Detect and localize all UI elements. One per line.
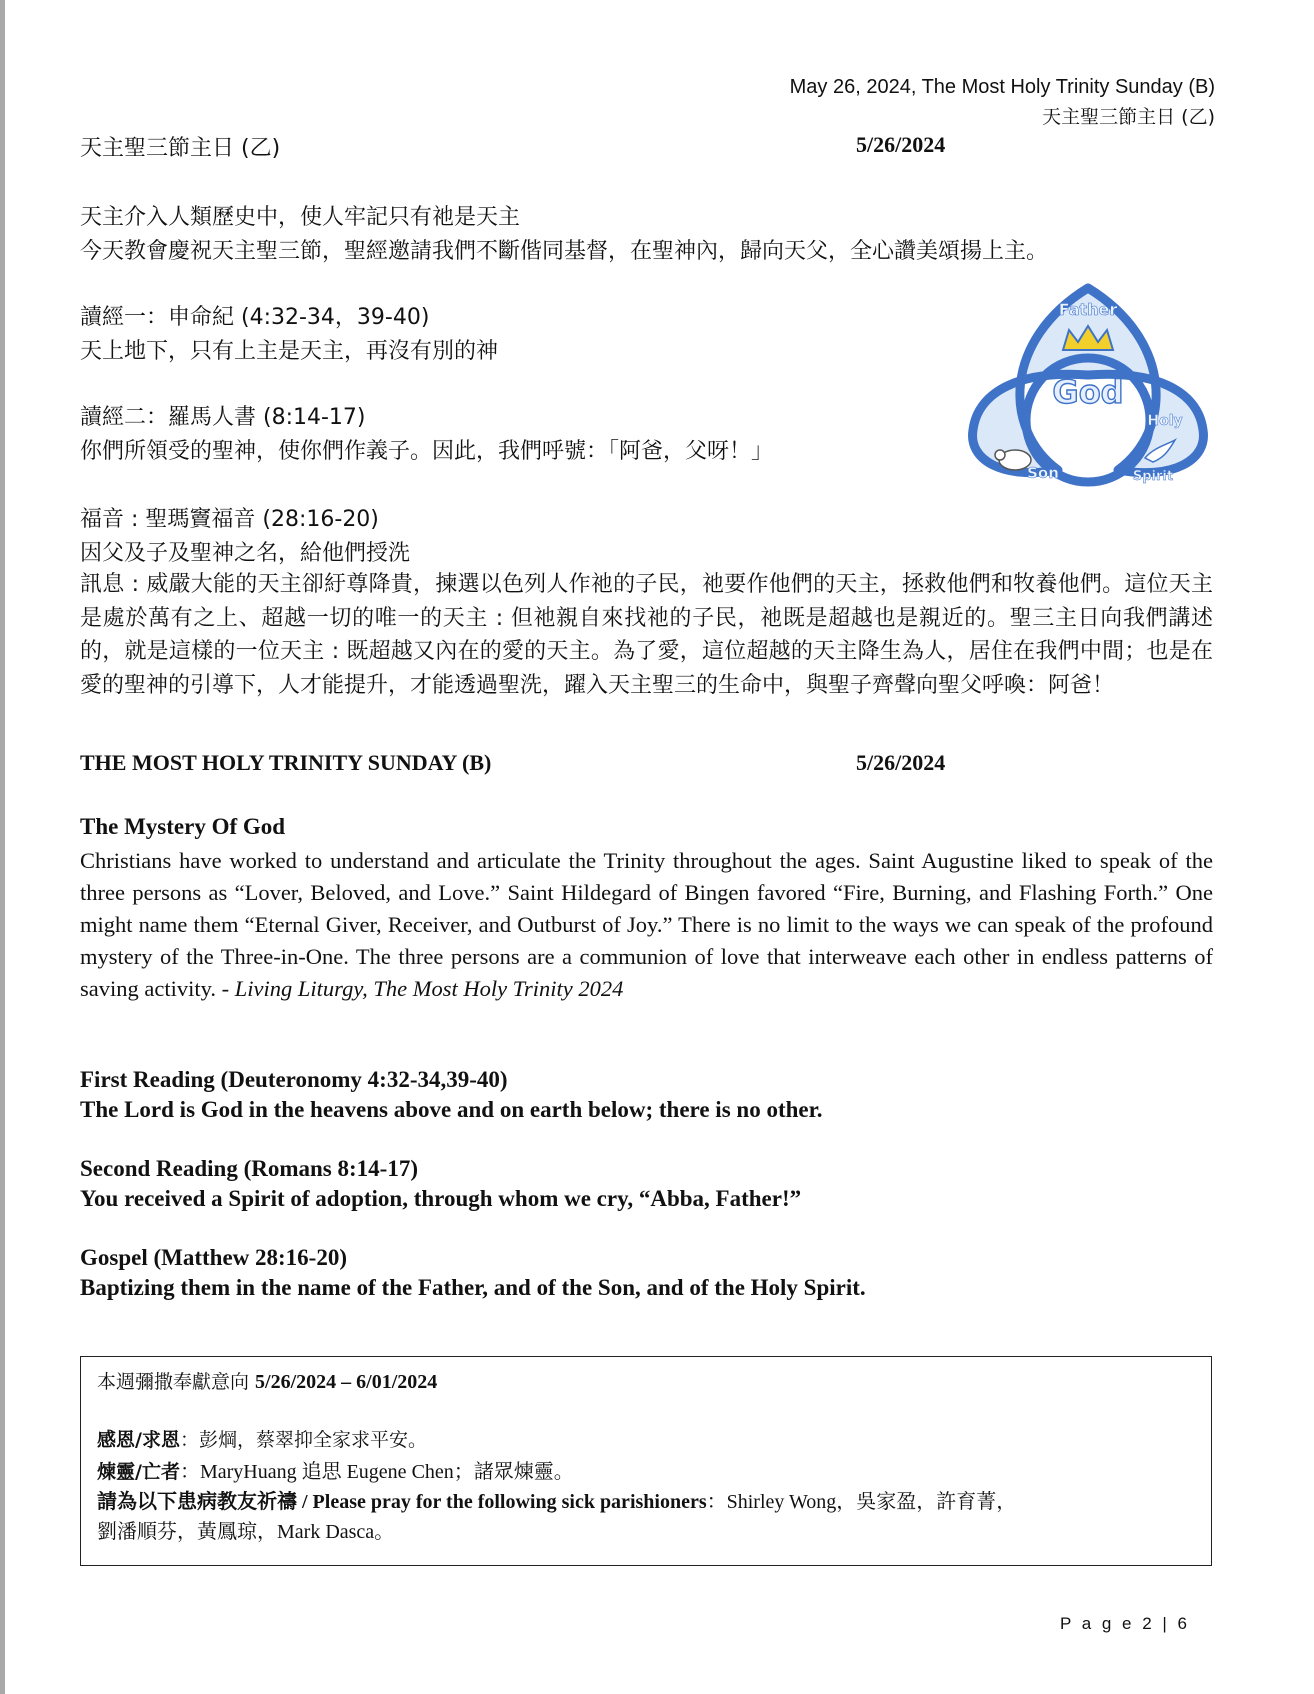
zh-message: 訊息 : 威嚴大能的天主卻紆尊降貴，揀選以色列人作祂的子民，祂要作他們的天主，拯救他們和牧養他們。這位天主是處於萬有之上、超越一切的唯一的天主 : 但祂親自來找祂的子民，祂既是超越也是親近的。聖三主日向我們講述的，就是這樣的一位天主 : 既超越又內在的愛的天主。為了愛，這位超越的天主降生為人，居住在我們中間；也是在愛的聖神的引導下，人才能提升，才能透過聖洗，躍入天主聖三的生命中，與聖子齊聲向聖父呼喚：阿爸！ [80, 572, 1213, 698]
en-mystery-text: Christians have worked to understand and articulate the Trinity throughout the ages. Saint Augustine liked to speak of the three persons as “Lover, Beloved, and Love.” Saint Hildegard of Bingen favored “Fire, Burning, and Flashing Forth.” One might name them “Eternal Giver, Receiver, and Outburst of Joy.” There is no limit to the ways we can speak of the profound mystery of the Three-in-One. The three persons are a communion of love that interweave each other in endless patterns of saving activity. - [80, 848, 1213, 1001]
en-gospel-ref: Gospel (Matthew 28:16-20) [80, 1245, 348, 1270]
en-date: 5/26/2024 [856, 750, 946, 775]
sick-label: 請為以下患病教友祈禱 / Please pray for the following sick parishioners [97, 1491, 707, 1513]
sick-text: ：Shirley Wong，吳家盈，許育菁， [706, 1491, 1017, 1513]
en-reading1-ref: First Reading (Deuteronomy 4:32-34,39-40) [80, 1067, 508, 1092]
en-mystery-source: Living Liturgy, The Most Holy Trinity 2024 [234, 976, 624, 1001]
souls-label: 煉靈/亡者 [97, 1461, 180, 1483]
logo-father-label: Father [1058, 300, 1118, 319]
mass-box-title-zh: 本週彌撒奉獻意向 [97, 1371, 256, 1393]
zh-gospel-ref: 福音 : 聖瑪竇福音 (28:16-20) [80, 507, 379, 532]
souls-text: ：MaryHuang 追思 Eugene Chen；諸眾煉靈。 [179, 1461, 574, 1483]
en-reading2-text: You received a Spirit of adoption, through whom we cry, “Abba, Father!” [80, 1186, 802, 1211]
logo-holy-label: Holy [1147, 413, 1183, 429]
en-gospel-text: Baptizing them in the name of the Father, and of the Son, and of the Holy Spirit. [80, 1275, 866, 1300]
logo-god-label: God [1052, 373, 1124, 411]
zh-reading1-ref: 讀經一：申命紀 (4:32-34，39-40) [80, 305, 430, 330]
page-number: P a g e 2 | 6 [1059, 1614, 1190, 1633]
zh-date: 5/26/2024 [856, 132, 946, 157]
zh-reading2-ref: 讀經二：羅馬人書 (8:14-17) [80, 405, 366, 430]
header-line-1: May 26, 2024, The Most Holy Trinity Sunday (B) [789, 76, 1215, 98]
en-title: THE MOST HOLY TRINITY SUNDAY (B) [80, 750, 492, 775]
zh-gospel-text: 因父及子及聖神之名，給他們授洗 [80, 541, 411, 566]
trinity-logo [963, 280, 1213, 520]
logo-son-label: Son [1027, 464, 1059, 482]
mass-sick-line [97, 1485, 1016, 1514]
logo-spirit-label: Spirit [1132, 469, 1174, 484]
mass-sick-line-2: 劉潘順芬，黃鳳琼，Mark Dasca。 [97, 1521, 395, 1543]
header-line-2: 天主聖三節主日 (乙) [1042, 106, 1215, 128]
thanks-text: ：彭焵，蔡翠抑全家求平安。 [179, 1429, 427, 1451]
zh-theme: 天主介入人類歷史中，使人牢記只有祂是天主 [80, 205, 521, 230]
en-reading2-ref: Second Reading (Romans 8:14-17) [80, 1156, 418, 1181]
zh-intro: 今天教會慶祝天主聖三節，聖經邀請我們不斷偕同基督，在聖神內，歸向天父，全心讚美頌揚上主。 [80, 239, 1049, 264]
mass-box-title [97, 1367, 437, 1394]
en-mystery-body [80, 845, 1213, 1005]
mass-intentions-box [80, 1356, 1212, 1566]
thanks-label: 感恩/求恩 [97, 1429, 180, 1451]
en-mystery-heading: The Mystery Of God [80, 814, 286, 839]
mass-souls-line [97, 1455, 574, 1484]
zh-title: 天主聖三節主日 (乙) [80, 136, 281, 161]
mass-box-dates: 5/26/2024 – 6/01/2024 [255, 1371, 438, 1393]
en-reading1-text: The Lord is God in the heavens above and on earth below; there is no other. [80, 1097, 823, 1122]
mass-thanks-line [97, 1425, 427, 1452]
zh-reading2-text: 你們所領受的聖神，使你們作義子。因此，我們呼號：「阿爸，父呀！」 [80, 439, 774, 464]
zh-reading1-text: 天上地下，只有上主是天主，再沒有別的神 [80, 339, 499, 364]
left-border [0, 0, 5, 1694]
